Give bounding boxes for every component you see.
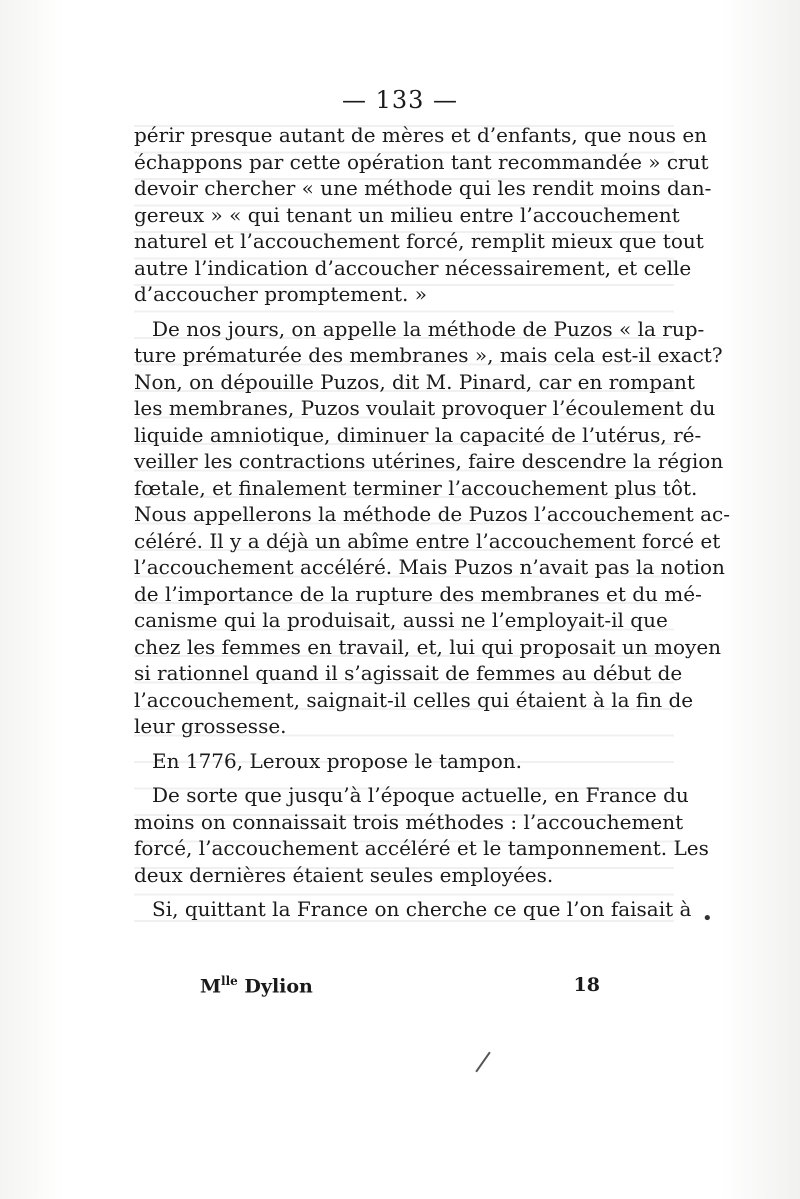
text-line [134,369,695,396]
line-text: les membranes, Puzos voulait provoquer l’écoulement du [134,396,716,420]
margin-dot: • [702,908,713,929]
line-text: Non, on dépouille Puzos, dit M. Pinard, car en rompant [134,369,695,394]
line-text: chez les femmes en travail, et, lui qui proposait un moyen [134,634,722,659]
line-text: si rationnel quand il s’agissait de femmes au début de [134,661,683,685]
text-line [134,316,705,343]
line-text: Nous appellerons la méthode de Puzos l’accouchement ac- [134,502,730,526]
line-text: de l’importance de la rupture des membranes et du mé- [134,581,702,606]
text-line [134,554,725,581]
line-text: ture prématurée des membranes », mais cela est-il exact? [134,343,723,367]
line-text: périr presque autant de mères et d’enfants, que nous en [134,123,708,147]
author-name: Dylion [237,975,313,998]
text-line [134,149,709,176]
line-text: gereux » « qui tenant un milieu entre l’accouchement [134,202,680,227]
line-text: deux dernières étaient seules employées. [134,862,554,887]
line-text: Si, quittant la France on cherche ce que l’on faisait à [152,897,692,921]
line-text: naturel et l’accouchement forcé, remplit mieux que tout [134,229,704,253]
text-line [134,896,692,923]
line-text: En 1776, Leroux propose le tampon. [152,748,522,773]
text-line [134,634,722,661]
pen-stroke [475,1052,490,1073]
text-line [134,687,694,714]
line-text: De nos jours, on appelle la méthode de Puzos « la rup- [152,316,705,341]
text-line [134,202,680,229]
text-line [134,713,674,740]
line-text: fœtale, et finalement terminer l’accouchement plus tôt. [134,475,698,500]
text-line [134,501,730,528]
text-line [134,782,689,809]
text-line [134,281,674,308]
text-line [134,835,709,862]
line-text: forcé, l’accouchement accéléré et le tamponnement. Les [134,836,709,860]
body-text [134,122,730,923]
author-initial: M [200,975,222,998]
text-line [134,862,674,889]
author-superscript: lle [221,974,238,988]
text-line [134,448,724,475]
page-footer [200,974,600,997]
line-text: leur grossesse. [134,714,287,738]
signature-number: 18 [573,974,600,996]
line-text: d’accoucher promptement. » [134,282,427,306]
line-text: canisme qui la produisait, aussi ne l’employait-il que [134,608,668,632]
line-text: devoir chercher « une méthode qui les rendit moins dan- [134,176,712,200]
text-line [134,581,702,608]
line-text: échappons par cette opération tant recommandée » crut [134,149,709,174]
text-line [134,607,674,634]
text-line [134,660,683,687]
line-text: moins on connaissait trois méthodes : l’accouchement [134,809,684,834]
text-line [134,228,704,255]
line-text: l’accouchement accéléré. Mais Puzos n’avait pas la notion [134,555,725,579]
page-number: — 133 — [341,86,459,114]
text-line [134,809,684,836]
text-line [134,748,674,775]
line-text: veiller les contractions utérines, faire descendre la région [134,449,724,473]
text-line [134,255,692,282]
line-text: l’accouchement, saignait-il celles qui étaient à la fin de [134,687,694,712]
line-text: céléré. Il y a déjà un abîme entre l’accouchement forcé et [134,528,721,553]
text-line [134,122,708,149]
text-line [134,175,712,202]
text-line [134,342,723,369]
line-text: De sorte que jusqu’à l’époque actuelle, en France du [152,783,689,807]
text-line [134,395,716,422]
text-line [134,528,721,555]
line-text: autre l’indication d’accoucher nécessairement, et celle [134,255,692,280]
footer-author [200,974,313,997]
text-line [134,422,702,449]
line-text: liquide amniotique, diminuer la capacité de l’utérus, ré- [134,422,702,447]
text-line [134,475,698,502]
